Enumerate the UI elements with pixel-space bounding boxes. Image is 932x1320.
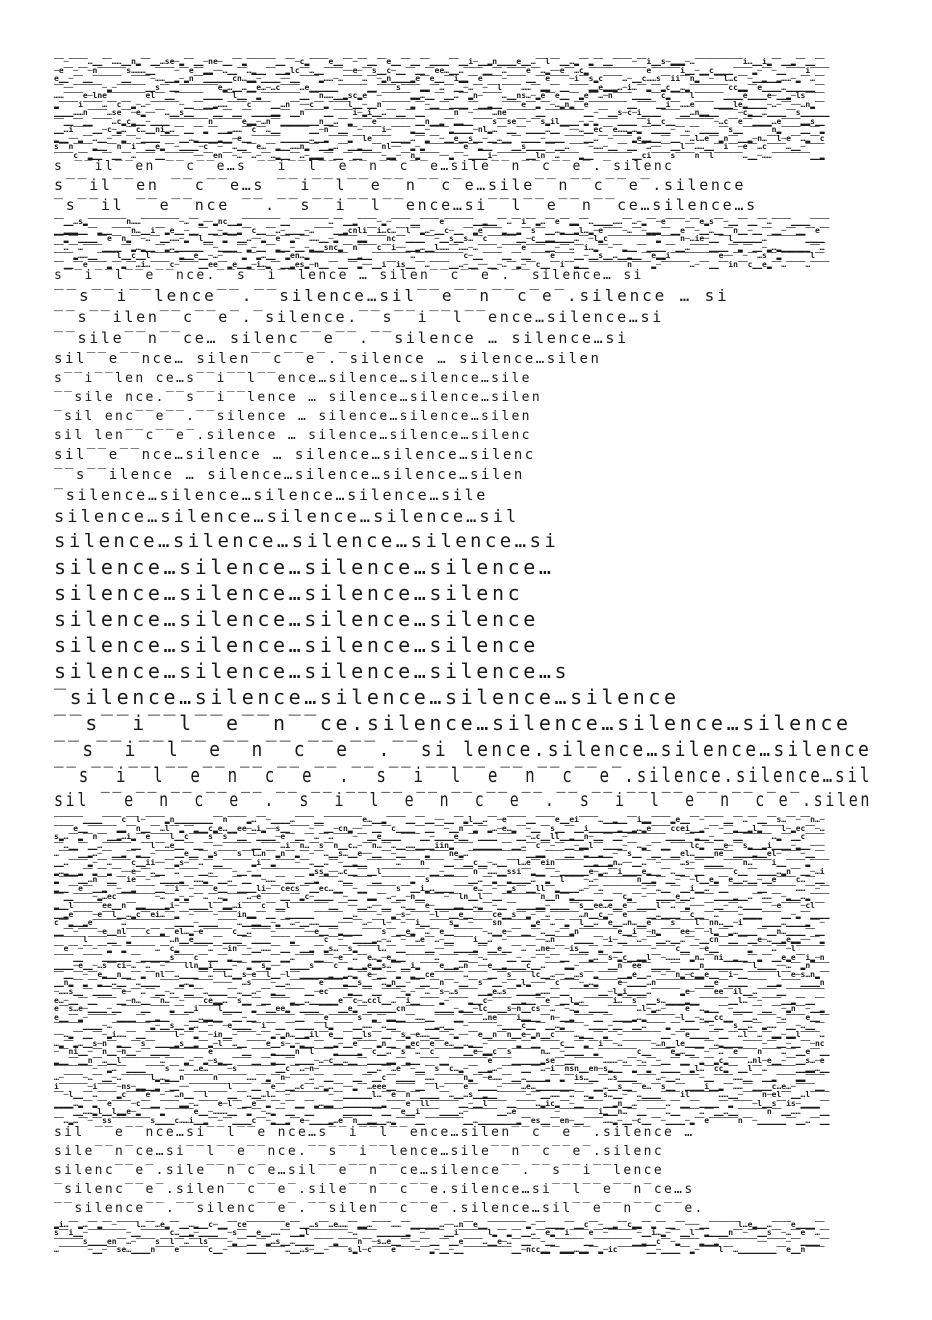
- dense-row: ─e‾‾─‾‾─n‾‾‾‾‾‾s………▁▁‾‾‾‾─‾‾e‾‾▂▂──…▁▁‾‾…▂▁▁‾‾▁▁▂lc‾‾…▁▁‾‾‾‾──e─‾‾s▁▁c─▁▁‾‾▁▁‾‾ee…▁▁…‾‾‾‾▁▁‾‾…‾‾‾‾e‾‾…▂──e‾‾…c▂‾‾‾‾‾‾‾‾‾‾‾‾e‾‾‾‾‾‾i▁▁─▁▁c▁▁▁▁‾‾‾‾▂─‾‾─▁▁‾‾‾‾i‾‾‾‾: [54, 66, 830, 75]
- text-row: silence…silence…silence…silence…s: [54, 661, 571, 681]
- dense-row: ‾‾▂‾‾▁▁▁▁‾‾e‾‾n▂‾‾─…‾‾▁▁……─▂‾‾l▁▁‾‾▂‾‾▁▁…──▂‾‾e‾‾▂─‾‾……▁▁─▂‾‾‾‾▂▂‾‾‾‾nc‾‾▁▁▁▁‾‾─▁▁s▁▁s…‾‾c‾‾‾‾‾‾▁▁─c▁▁▂▂▁▁▁▁…‾‾─l▂c‾‾‾‾‾‾‾‾‾‾▂‾‾‾‾n─…ie─▁▁‾‾l▁▁▁▁▁▁…‾‾‾‾‾‾‾‾▁▁▁▁: [54, 235, 825, 243]
- dense-row: s‾‾n‾‾‾‾▂▁▁‾‾n‾‾i‾‾▁▁e▂‾‾─▁▁▁▁─c‾‾─‾‾…▁▁‾‾e…‾‾▂▁▁……n▂‾‾▁▁▂…‾‾▁▁▂▁▁‾‾nl──‾‾▂─▂‾‾‾‾‾‾‾‾e‾‾▂▁▁‾‾‾‾▁▁s▁▁▁▁‾‾▁▁…‾‾‾‾─……─▁▁‾‾▁▁‾‾…──‾‾▁▁l‾‾……▁▁‾‾i‾‾─e‾‾…c‾‾‾‾…▁▁─‾‾‾‾: [54, 143, 825, 151]
- dense-row: ‾‾‾‾‾‾s▁▁▁▁en‾‾…─‾‾‾‾s‾‾l‾‾…‾‾ls‾‾‾‾─▂‾‾▁▁‾‾▂…s▁▁…▁▁▁▁‾‾‾‾▂‾‾‾‾n‾‾─s…e▁▁‾‾──‾‾▁▁‾‾▁▁e‾‾‾‾…▁▁e─…‾‾▁▁‾‾─▁▁‾‾‾‾‾‾▁▁‾‾‾‾‾‾‾‾▁▁▂▁▁c‾‾─▂‾‾‾‾▂▁▁▂‾‾‾‾‾‾‾‾──‾‾‾‾─‾‾▁▁▁▁‾‾: [54, 1237, 830, 1246]
- dense-row: …▂‾‾▂…▁▁s─n‾‾▂▁▁‾‾s‾‾▁▁▁▁▂s▁▁▂‾‾▂─l‾‾…▁▁‾‾‾‾e▁▁s─▂─▂▁▁‾‾▁▁▂─▁▁e‾‾‾‾▂n▁▁‾‾▂ec‾‾e‾‾e…▁▁…▂▁▁─‾‾‾‾‾‾▂‾‾▁▁‾‾‾‾c▁▁‾‾▂‾‾i‾‾─…‾‾‾‾‾‾─…n▁▁le▁▁▁▁‾‾…▂▁▁▁▁‾‾‾‾─‾‾▁▁─▁▁‾‾─nc: [54, 1039, 825, 1048]
- dense-row: ‾‾‾‾c‾‾▂▁▁‾‾▁▁‾‾…‾‾‾‾▁▁‾‾‾‾‾‾──‾‾en‾‾─…‾‾…─‾‾…▂▁▁‾‾…─▂▂▂‾‾▁▁‾‾▁▁‾‾‾‾─▂▂─‾‾n▂‾‾‾‾──▂‾‾─▁▁▁▁i─‾‾‾‾‾‾▁▁ln‾‾…‾‾‾‾▂▁▁‾‾‾‾‾‾‾‾▁▁ci‾‾‾‾s‾‾‾‾n‾‾l‾‾‾‾‾‾…▁▁─……‾‾‾‾‾‾‾‾▁▁▂: [54, 151, 825, 160]
- dense-row: ‾‾──‾‾‾‾‾‾─▂─‾‾‾‾‾‾▁▁s‾‾▁▁‾‾‾‾‾‾‾‾e▂…▁▁…▁▁e…─…c‾‾‾‾…e▁▁▁▁▁▁‾‾‾‾‾‾▁▁‾‾‾‾s‾‾‾‾▂▂‾‾…‾‾▁▁─…‾‾─‾‾l‾‾‾‾……‾‾▂▂‾‾▁▁‾‾‾‾▂▂e▂▂▂…─i…‾‾▂‾‾▂c▁▁…▂‾‾‾‾‾‾‾‾cc▂▂‾‾e▁▁▁▁…▁▁▁▁▁▁‾‾: [54, 83, 825, 92]
- text-row: ‾‾s‾‾i‾‾l‾‾e‾‾n‾‾c‾‾e‾‾.‾‾s‾‾i‾‾l‾‾e‾‾n‾‾c‾‾e‾.silence.silence…sil: [54, 765, 872, 785]
- dense-row: ‾‾…▁▁‾‾▁▁…‾‾‾‾‾‾▁▁‾‾l‾‾…e▁▁‾‾▁▁‾‾──‾‾‾‾‾‾▁▁‾‾‾‾…i‾‾n…‾‾s‾‾n▁▁c…─‾‾n…‾‾…▁▁……▁▁▁▁iin▂‾‾‾‾▁▁▁▁▁▁‾‾▁▁…‾‾c‾‾─‾‾▁▁─▂▂l‾‾▁▁▁▁─‾‾…▂─‾‾▁▁‾‾‾‾lc▂‾‾▁▁e─‾‾s▂▁▁▂i▁▁▁▁─▂▁▁───: [54, 841, 825, 850]
- text-row: sil len‾‾c‾‾e‾.silence … silence…silence…silenc: [54, 429, 532, 442]
- text-row: ‾silenc‾‾e‾.silen‾‾c‾‾e‾.sile‾‾n‾‾c‾‾e.silence…si‾‾l‾‾e‾‾n‾ce…s: [54, 1182, 695, 1196]
- dense-row: ‾‾e‾‾─‾‾─‾‾▂‾‾▂‾‾‾‾‾‾…‾‾c▂‾‾‾‾‾‾…‾‾─in‾‾─▁▁……‾‾▁▁‾‾▁▁▂‾‾▂s…‾‾s▂‾‾‾‾l…‾‾▁▁‾‾‾‾▁▁──‾‾▁▁▁▁▂‾‾▁▁e▁▁‾‾…‾‾…ne─‾‾─is▁▁‾‾▂‾‾▁▁‾‾‾‾‾‾─‾‾‾‾c▁▁‾‾─e▁▁‾‾‾‾‾‾▂‾‾‾‾…‾‾─l‾‾‾‾‾‾: [54, 945, 825, 953]
- dense-row: ‾‾‾‾▁▁‾‾‾‾▁▁▁▁▁▁‾‾▁▁▁▁▁▁s‾‾‾‾c‾‾▁▁‾‾▂▁▁‾‾▁▁▁▁‾‾▁▁…‾‾‾‾▁▁‾‾─e‾‾…‾‾e…▂─e▂▁▁‾‾‾‾‾‾…‾‾‾‾▁▁‾‾─…‾‾‾‾▁▁─▁▁─‾‾─‾‾▁▁‾‾‾‾▂…‾‾s─▂c▁▁▂▂l‾‾─………‾‾▂n…‾‾ni▁▁▂▁▁‾‾▂‾‾▁▁e▂e‾‾i▂─n: [54, 953, 825, 962]
- text-row: s ‾‾il‾‾en ‾‾c‾‾e…s ‾‾i‾‾l‾‾e‾‾n‾‾c‾‾e…sile‾‾n‾‾c‾‾e‾.‾silenc: [54, 160, 675, 173]
- dense-row: s▂…‾‾▂‾‾n‾‾▁▁▂…i▂‾‾e‾‾‾‾l▁▁c‾‾‾‾s‾‾s‾‾▁▁‾‾▁▁▁▁─e‾‾▁▁‾‾…‾‾…‾‾‾‾─‾‾▁▁e▁▁▁▁‾‾‾‾▁▁─▁▁▁▁e▁▁‾‾▁▁▁▁‾‾‾‾▁▁─…c▁▁ll▁▁▂▁▁n─▁▁‾‾▁▁─‾‾‾‾‾‾‾‾▁▁▁▁‾‾▂▁▁─▁▁‾‾▁▁‾‾‾‾‾‾…▂‾‾▁▁c‾‾‾‾: [54, 833, 825, 842]
- text-row: sil ‾‾e‾‾n‾‾c‾‾e‾‾.‾‾s‾‾i‾‾l‾‾e‾‾n‾‾c‾‾e‾‾.‾‾s‾‾i‾‾l‾‾e‾‾n‾‾c‾e‾.silen: [54, 791, 872, 810]
- text-row: ‾‾sile nce.‾‾s‾‾i‾‾lence … silence…silence…silen: [54, 391, 542, 404]
- text-row: sil‾‾e‾‾nce…silence … silence…silence…silenc: [54, 448, 536, 462]
- dense-row: ‾‾▁▁‾‾▁▁‾‾‾‾…c▂c▂▁▁─▁▁▁▁‾‾‾‾‾‾‾‾n‾‾‾‾‾‾e▂▂─…n‾‾▁▁▁▁▁▁▁▁n▁▁…‾‾▂‾‾‾‾e‾‾‾‾‾‾‾‾▁▁n▁▁▂‾‾▂▂▁▁‾‾‾‾s‾‾se‾‾─‾‾s▂il▁▁▁▁─▂─▂‾‾‾‾▁▁▁▁‾‾i▁▁c▁▁‾‾‾‾‾‾‾‾─…c‾‾e‾‾▁▁▁▁…e‾‾‾‾▂▂s▁▁: [54, 117, 825, 126]
- dense-row: ─‾‾ni▁▁─‾‾n▁▁─n▁▁─‾‾▁▁▁▁‾‾‾‾‾‾‾‾e‾‾‾‾‾‾▁▁‾‾‾‾▂▁▁▁▁n‾‾l‾‾‾‾▂▁▁▁▁▂‾‾c▁▁…‾‾s‾‾…‾‾c‾‾‾‾‾‾▁▁e─▂▂c‾‾s‾‾‾‾‾‾n…‾‾─▁▁▁▁‾‾▂‾‾‾‾‾‾‾‾c▁▁‾‾‾‾e▂…▁▁‾‾─‾‾…‾‾e‾‾‾‾n‾‾‾‾…‾‾▁▁e‾‾▁▁: [54, 1048, 830, 1057]
- dense-row: …‾‾‾‾▁▁▂…─‾‾▁▁▂‾‾▂▁▁─‾‾‾‾▁▁e▁▁‾‾▂s‾‾‾‾s‾‾l…n‾‾▂n‾‾▂‾‾─‾‾…▁▁s…▁▁e──▁▁‾‾─▁▁‾‾‾‾▂‾‾‾‾ne▂…‾‾‾‾‾‾‾‾‾‾‾‾▁▁▂▂‾‾‾‾▁▁‾‾▂▁▁▂▁▁─‾‾s▁▁‾‾▁▁‾‾▁▁el…▁▁▁▁ne‾‾▁▁▁▁▂▁▁el─‾‾‾‾─▁▁‾‾: [54, 850, 825, 859]
- dense-row: ‾‾▁▁‾‾─‾‾e▂▁▁n▁▁‾‾▂‾‾nl‾‾…▁▁▁▁‾‾…‾‾l…▁▁s─e‾‾l▁▁─l‾‾▁▁▁▁▁▁▂▁▁▂…▂‾‾e─▁▁‾‾▂‾‾▂▁▁ce‾‾‾‾‾‾…‾‾‾‾▁▁‾‾s‾‾‾‾lc▁▁…──▁▁…s‾‾▂‾‾‾‾▁▁▂e▁▁…‾‾─‾‾n▂─c▂▂e▁▁‾‾i─▁▁‾‾‾‾‾‾l‾‾e─s…n▂‾‾: [54, 970, 830, 979]
- text-row: ‾‾s‾‾i‾‾l‾‾e‾‾n‾‾ce.silence…silence…silence…silence: [54, 713, 852, 733]
- dense-row: ▂‾‾‾‾▁▁…n‾‾▁▁‾‾ie‾‾─‾‾▁▁▁▁▂‾‾……▂‾‾▁▁…‾‾▁▁‾‾─……‾‾▁▁‾‾▁▁▂‾‾‾‾…▁▁‾‾‾‾▁▁‾‾‾‾‾‾▂‾‾s‾‾‾‾‾‾‾‾▁▁…‾‾▂‾‾▂▁▁▁▁…‾‾▂‾‾l‾‾‾‾─…─‾‾‾‾‾‾‾‾n▁▁▂‾‾▁▁─‾‾─l▁▁e▂‾‾e▁▁…▁▁─▁▁e‾‾‾‾c…‾‾▁▁: [54, 876, 825, 885]
- text-row: ‾‾silence‾‾.‾‾silenc‾‾e‾.‾‾silen‾‾c‾‾e‾.silence…sil‾‾e‾‾n‾‾c‾‾e.: [54, 1201, 705, 1215]
- dense-row: ▁▁▁▁─e▁▁─…s‾‾ci─…‾‾…‾‾─‾‾‾‾lln▂▂i▁▁▁▁─‾‾▂‾‾s▂──‾‾▁▁▁▁s‾‾‾‾c‾‾▂▁▁▂e▂▂s…‾‾▁▁i▂‾‾‾‾e▁▁▂…n‾‾──e▁▁▂▁▁▁▁c▁▁…‾‾‾‾▂▂─‾‾‾‾‾‾▁▁n‾‾ee‾‾▁▁▁▁‾‾▁▁▁▁n▁▁▁▁▁▁▁▁‾‾l▁▁▁▁──…‾‾▂n‾‾‾‾: [54, 962, 830, 971]
- dense-row: e‾‾s…e─▁▁▁▁─▁▁‾‾‾‾▁▁‾‾‾‾▂‾‾▁▁i‾‾‾‾l▁▁▁▁‾‾▂‾‾▁▁ee▂‾‾▁▁▁▁‾‾‾‾▁▁e▂‾‾▁▁▁▁▁▁cn‾‾‾‾‾‾▁▁▁▁─▂▁▁─lc▁▁▁▁s─n▁▁cs‾‾…‾‾─…▂‾‾▁▁▁▁‾‾‾‾‾‾…l─▂…─‾‾‾‾e‾‾…▂▁▁‾‾─▁▁▁▁‾‾▁▁‾‾─▂n‾‾─▁▁▂: [54, 1005, 825, 1014]
- dense-row: ▁▁…i‾‾‾‾▁▁─c─▂…‾‾c…▁▁ni▂…‾‾▁▁‾‾▂‾‾▁▁▂……‾‾c‾‾…▁▁‾‾‾‾‾‾▁▁─n‾‾▁▁‾‾─‾‾‾‾i─‾‾‾‾▂▁▁─‾‾‾‾▂▁▁▁▁─nl▂…‾‾▁▁‾‾▁▁▁▁…▁▁‾‾──…▁▁ec‾‾e……▂…▂‾‾▁▁▁▁─‾‾…‾‾▁▁▁▁‾‾s▁▁‾‾‾‾‾‾n▂‾‾‾‾▁▁‾‾▂: [54, 126, 825, 134]
- text-row: ‾silence…silence…silence…silence…silence: [54, 687, 680, 707]
- text-row: s‾‾i‾‾l‾‾e‾‾nce.‾‾s‾‾i‾‾lence … silen‾‾c‾‾e‾.‾‾silence… si: [54, 269, 644, 282]
- text-row: ‾silence…silence…silence…silence…sile: [54, 488, 489, 503]
- text-row: silence…silence…silence…silence…: [54, 557, 555, 577]
- text-row: ‾‾s‾‾ilen‾‾c‾‾e‾.‾silence.‾‾s‾‾i‾‾l‾‾ence…silence…si: [54, 310, 664, 325]
- dense-row: ▂i…‾‾▂…‾‾▂‾‾─‾‾‾‾l…‾‾…e▂‾‾▁▁…▂▁▁c─▁▁‾‾ce‾‾‾‾‾‾‾‾e‾‾▁▁…s‾‾…e……‾‾▂▂…‾‾‾‾……‾‾▁▁▁▁▁▁…──…n‾‾e▁▁‾‾‾‾‾‾‾‾▂─‾‾▁▁▁▁‾‾▁▁c‾‾─▁▁▂‾‾c▂▂‾‾▂‾‾▁▁‾‾───▁▁‾‾‾‾‾‾l…e▂▁▁…‾‾‾‾e▁▁▁▁‾‾: [54, 1220, 825, 1229]
- dense-row: …─‾‾‾‾─…‾‾▁▁─…‾‾‾‾‾‾l▂…▂▁▁n‾‾‾‾‾‾n‾‾‾‾‾‾……‾‾▂‾‾n─‾‾‾‾…‾‾▁▁‾‾‾‾▁▁‾‾▁▁c‾‾▁▁▁▁‾‾……‾‾‾‾‾‾n▂‾‾─e……‾‾▁▁…▁▁▁▁▂‾‾▂‾‾is…▁▁‾‾…s▁▁▁▁‾‾‾‾…─▁▁…‾‾‾‾─▁▁‾‾‾‾……▁▁‾‾▁▁▂‾‾‾‾▂▂‾‾‾‾: [54, 1074, 825, 1082]
- text-row: ‾‾s‾‾ilence … silence…silence…silence…silen: [54, 468, 525, 482]
- dense-row: e▁▁─‾‾▁▁‾‾‾‾‾‾▁▁‾‾‾‾─……▁▁▂─▂n‾‾▁▁▁▁▁▁cn…▂▂─▁▁▁▁──▁▁‾‾‾‾▂……─…‾‾‾‾…‾‾─▂n▁▁▁▁▂e‾‾e▁▁‾‾i▂▂‾‾e‾‾‾‾─‾‾‾‾▁▁‾‾e‾‾‾‾─i‾‾s▂c‾‾‾‾…─▁▁c……s‾‾ii‾‾n▂‾‾─‾‾l…c‾‾─▁▁▂▁▁▂……─▂‾‾…‾‾: [54, 75, 825, 83]
- dense-row: ‾‾…‾‾…‾‾‾‾▁▁▁▁‾‾▂…▂▁▁‾‾▂…▁▁▁▁▁▁‾‾─▁▁▁▁‾‾▂─▁▁‾‾▂▁▁─▁▁─▂▁▁snc▂‾‾n‾‾‾‾c‾‾i──▁▁▂…▁▁l……‾‾……─…‾‾‾‾─‾‾‾‾e‾‾‾‾▁▁─‾‾…‾‾i…▂‾‾─‾‾▂▁▁‾‾▁▁▁▁‾‾▁▁…‾‾‾‾▁▁▁▁‾‾▂‾‾▁▁─▂…▂▁▁▁▁▁▁‾‾…: [54, 243, 825, 252]
- text-row: silence…silence…silence…silenc: [54, 583, 524, 603]
- dense-row: s‾‾i▁▁─‾‾‾‾‾‾‾‾─▁▁‾‾‾‾‾‾c…▁▁▂─▁▁▁▁‾‾─s‾‾▁▁e▁▁……‾‾▁▁▂l‾‾‾‾‾‾‾‾─…‾‾‾‾▁▁▁▁▁▁▂‾‾─‾‾‾‾▁▁i‾‾‾‾‾‾l▂‾‾▂‾‾▁▁…‾‾e▂‾‾i‾‾‾‾e‾‾─‾‾‾‾‾‾─▁▁i…▂─‾‾▁▁l‾‾▂▁▁▁▁n‾‾─‾‾▁▁s‾‾─…‾‾e‾‾…‾‾: [54, 1229, 830, 1238]
- text-row: ‾‾s‾‾i‾‾lence‾‾.‾‾silence…sil‾‾e‾‾n‾‾c‾e‾.silence … si: [54, 288, 730, 304]
- dense-row: i‾‾‾‾‾‾─i‾‾‾‾─ns─▂▂▁▁▂‾‾▁▁──‾‾‾‾‾‾‾‾l‾‾‾‾▁▁‾‾e‾‾▁▁…c‾‾…─▂…‾‾──▂‾‾…eee▁▁‾‾‾‾▁▁‾‾l─‾‾‾‾e‾‾▁▁▁▁─‾‾‾‾…e…▁▁▁▁▁▁▁▁‾‾‾‾▁▁…▁▁s▁▁‾‾e…‾‾s▁▁‾‾▁▁▁▁i▁▁▂‾‾……‾‾▁▁▁▁c…e…─‾‾‾‾▁▁: [54, 1082, 825, 1091]
- dense-row: ▁▁▁▁……n‾‾‾‾…se‾‾─e▂──‾‾…▁▁s▁▁‾‾‾‾▁▁‾‾▁▁‾‾▁▁▁▁▂▂‾‾▁▁n‾‾‾‾▁▁‾‾‾‾i─▂i▁▁…‾‾▁▁‾‾▁▁‾‾‾‾‾‾n‾‾─‾‾‾‾…ne‾‾‾‾‾‾▁▁‾‾‾‾‾‾‾‾▁▁─‾‾▁▁s─c─i▁▁▁▁‾‾‾‾▁▁…n▂▂▁▁‾‾‾‾─c▂▁▁…▁▁▁▁‾‾s▁▁▁▁▁▁: [54, 109, 830, 117]
- text-row: silenc‾‾e‾.sile‾‾n‾c‾e…sil‾‾e‾‾n‾‾ce…silence‾‾.‾‾s‾‾i‾‾lence: [54, 1163, 664, 1177]
- text-row: ‾s‾‾il ‾‾e‾‾nce ‾‾.‾‾s‾‾i‾‾l‾‾ence…si‾‾l‾‾e‾‾n‾‾ce…silence…s: [54, 198, 758, 213]
- dense-row: ─……s▁▁‾‾▁▁▁▁‾‾e─‾‾…‾‾▁▁─…‾‾▁▁‾‾…▁▁▁▁‾‾…▁▁…─‾‾▂▁▁‾‾‾‾▁▁─ec‾‾‾‾▂▁▁‾‾▁▁‾‾‾‾─▂─‾‾…‾‾s─…s‾‾‾‾▁▁▂e…s‾‾▁▁▁▁▂……‾‾▁▁‾‾‾‾‾‾▁▁─l▂i▁▁▁▁…‾‾‾‾‾‾▂e─‾‾‾‾ee‾‾il▁▁…‾‾‾‾▁▁‾‾‾‾‾‾‾‾: [54, 988, 825, 996]
- text-row: sile‾‾n‾ce…si‾‾l‾‾e‾‾nce.‾‾s‾‾i‾‾lence…sile‾‾n‾‾c‾‾e‾.silenc: [54, 1144, 664, 1158]
- dense-row: ▂▁▁l‾‾‾‾‾‾ee▁▁n‾‾▂▂▁▁▁▁▂i─‾‾▁▁▁▁l‾‾▂▂…i‾‾‾‾c‾‾▁▁l‾‾‾‾‾‾‾‾▁▁‾‾──▁▁…──▁▁‾‾…▁▁‾‾e─▁▁▁▁▂▂▁▁…▂‾‾─▁▁‾‾▁▁▁▁▂▂─▁▁▁▁‾‾s▁▁ee…e▁▁e‾‾▁▁▁▁l‾‾…‾‾▂───‾‾▁▁─‾‾…▁▁▁▁‾‾─e‾‾‾‾─cl‾‾: [54, 902, 825, 910]
- dense-row: ‾‾‾‾‾‾l‾‾‾‾▁▁‾‾▂‾‾‾‾‾‾‾‾…n▁▁e▁▁▁▁‾‾▁▁▁▁‾‾▁▁▁▁‾‾‾‾▂‾‾‾‾‾‾c‾‾─‾‾▁▁▁▁▂…─…‾‾─‾‾…e‾‾…─▁▁‾‾‾‾i▁▁…‾‾─‾‾‾‾‾‾──…n‾‾‾‾▁▁▁▁‾‾─i─▁▁‾‾…─‾‾▁▁…▁▁…‾‾─▁▁cn‾‾▁▁‾‾▁▁e─…▁▁▂e▂▂──‾‾▂: [54, 936, 825, 945]
- dense-row: ‾‾‾‾‾‾▁▁▁▁‾‾‾‾c‾‾l─‾‾‾‾▂n▁▁▁▁▁▁▁▁‾‾n‾‾‾‾▂…‾‾─▁▁▁▁…‾‾‾‾▁▁‾‾‾‾‾‾‾‾e…▁▁▂‾‾‾‾▁▁‾‾▁▁──▁▁‾‾▂l▁▁…‾‾─e‾‾‾‾▁▁‾‾‾‾e▁▁ei‾‾‾‾…▁▁▂▁▁‾‾i▂▂‾‾‾‾▂e▁▁‾‾─‾‾‾‾▁▁‾‾…‾‾▁▁‾‾s…‾‾─‾‾n…─: [54, 816, 825, 824]
- dense-row: ▁▁▁▁…▂‾‾▂‾‾e‾‾‾‾─c‾‾▁▁‾‾‾‾▂▂─…‾‾‾‾e─l‾‾▁▁e‾‾▂‾‾─‾‾▁▁‾‾▂…▂▂‾‾▁▁▁▁▁▁▁▁▂‾‾‾‾e‾‾ll‾‾‾‾‾‾▁▁─▁▁l‾‾‾‾▁▁‾‾‾‾…▂ic▂‾‾─▁▁‾‾‾‾▁▁▂n▁▁…‾‾‾‾‾‾…‾‾▁▁‾‾▁▁▁▁‾‾▂‾‾‾‾─l▁▁s‾‾is─▁▁▁▁‾‾: [54, 1099, 830, 1108]
- text-row: silence…silence…silence…silence: [54, 609, 539, 629]
- silence-typographic-poster: [54, 58, 872, 1258]
- dense-row: ‾‾‾‾‾‾▁▁▁▁─…‾‾‾‾‾‾‾‾▂─▁▁s▁▁─▂…‾‾─‾‾─e▁▁▁▁‾‾i‾‾▁▁‾‾▁▁▁▁‾‾l▂‾‾‾‾▁▁……‾‾…▁▁‾‾‾‾‾‾▁▁▂…▁▁‾‾─‾‾‾‾‾‾─▁▁▁▁c▁▁‾‾▁▁…▂‾‾‾‾─▁▁▁▁─▁▁‾‾▁▁…‾‾‾‾▂‾‾▁▁▁▁‾‾─▁▁‾‾s▁▁…‾‾▂……‾‾▁▁─…▁▁‾‾: [54, 1022, 825, 1031]
- dense-row: ‾‾─‾‾‾‾…▁▁‾‾……▁▁n▂‾‾▁▁…se─▂‾‾▁▁─ne─▁▁‾‾▂‾‾‾‾‾‾▁▁‾‾─c▂‾‾‾‾e▁▁‾‾─‾‾▁▁‾‾e▁▁‾‾▁▁‾‾▁▁▁▁‾‾▁▁i─▁▁▂n▁▁▁▁e▁▁…‾‾l‾‾▁▁…▂‾‾▂‾‾▁▁‾‾‾‾─‾‾i▁▁s─▂▂▂─…‾‾‾‾‾‾‾‾‾‾i…▁▁i▂‾‾▁▁▂‾‾▁▁‾‾: [54, 58, 825, 66]
- dense-row: ▂▁▁‾‾▁▁n‾‾…▁▁l‾‾‾‾‾‾‾‾…‾‾‾‾▂─‾‾▂─s▂▁▁‾‾‾‾▁▁‾‾▂▁▁‾‾▁▁▁▁─…─c▁▁…▁▁‾‾▁▁▁▁▂▂‾‾▂▁▁‾‾‾‾▁▁‾‾‾‾‾‾‾‾e‾‾‾‾▁▁▁▁▁▁▂se‾‾▁▁‾‾‾‾‾‾………─…‾‾─…‾‾─▁▁‾‾▁▁‾‾▂‾‾▂c▂‾‾‾‾…nl─e▁▁─‾‾▁▁s…─e: [54, 1056, 825, 1065]
- text-row: sil ‾‾e‾‾nce…si‾‾l‾‾e nce…s‾‾i‾‾l‾‾ence…silen‾‾c‾‾e‾‾.silence …: [54, 1125, 695, 1139]
- dense-row: ▁▁…‾‾‾‾▂─‾‾…‾‾‾‾c▁▁ii──‾‾▂s─‾‾…‾‾▁▁‾‾‾‾‾‾▂i‾‾▂‾‾‾‾─‾‾…▁▁…‾‾─▁▁▂▁▁‾‾‾‾‾‾…‾‾‾‾n‾‾‾‾▁▁‾‾▁▁c▁▁─…▁▁‾‾l…e‾‾ein‾‾‾‾‾‾▁▁▂▁▁▂n…──▁▁…‾‾─‾‾‾‾…s─‾‾▁▁▁▁‾‾‾‾n…‾‾‾‾i▁▁‾‾‾‾▂‾‾‾‾: [54, 859, 830, 867]
- text-row: silence…silence…silence…silence…sil: [54, 509, 520, 526]
- text-row: s‾‾il‾‾en ‾‾c‾‾e…s ‾‾i‾‾l‾‾e‾‾n‾‾c‾e…sile‾‾n‾‾c‾‾e‾.silence: [54, 178, 747, 193]
- dense-row: ‾‾…▂…‾‾─‾‾ss‾‾‾‾‾‾‾‾s▁▁▁▁c……i▁▁▂‾‾─‾‾▁▁▁▁c‾‾─▂▁▁▂‾‾e─▁▁▁▁▂…e‾‾n▁▁▂▂▁▁…▂‾‾‾‾▁▁‾‾‾‾‾‾‾‾▁▁…▁▁▁▁▁▁▁▁▂‾‾es▁▁‾‾en─▁▁‾‾‾‾……▂─▁▁─c▁▁‾‾─▁▁▁▁─▂‾‾e‾‾‾‾‾‾n‾‾─▁▁▁▁▁▁‾‾▁▁…‾‾▁▁: [54, 1117, 830, 1125]
- dense-row: ‾‾─l▁▁‾‾…‾‾‾‾▂c‾‾‾‾e‾‾─‾‾…n▁▁‾‾l‾‾‾‾▁▁‾‾…▁▁…l…‾‾─‾‾‾‾‾‾‾‾─‾‾▁▁▁▁▁▁l…‾‾e‾‾n‾‾▁▁▁▁‾‾…▁▁…s▁▁▂▁▁‾‾‾‾‾‾─‾‾▁▁……‾‾…‾‾…▂‾‾s…▁▁─‾‾…▁▁▁▁‾‾‾‾il‾‾‾‾‾‾……▁▁─‾‾‾‾n─el‾‾▁▁…l‾‾‾‾: [54, 1091, 830, 1100]
- text-row: ‾‾sile‾‾n‾‾ce… silenc‾‾e‾‾.‾‾silence … silence…si: [54, 331, 629, 346]
- dense-row: ‾‾‾‾e▁▁‾‾‾‾‾‾▂▂‾‾n▁▁‾‾…l‾‾▂‾‾▂▁▁c▂e…▁▁ee─…i▂──s▁▁‾‾‾‾─‾‾▁▁─cn▂──‾‾▁▁‾‾c▁▁▁▁‾‾▁▁‾‾─▁▁n‾‾▂‾‾▂…─e…▂‾‾─▁▁‾‾s▁▁‾‾▁▁i▁▁▁▁▁▁▂▁▁▂…▂e‾‾‾‾ccei▁▁▂─‾‾─‾‾▂▁▁▂l▂‾‾‾‾l─▂ec‾‾─…: [54, 824, 825, 833]
- dense-row: ‾‾‾‾▁▁……▂l▁▁l▂▂e─▂‾‾‾‾▂‾‾‾‾‾‾e▁▁─………▁▁‾‾▂‾‾─…▂‾‾▁▁‾‾▁▁‾‾‾‾‾‾▁▁▁▁▁▁‾‾▁▁‾‾e▁▁i‾‾‾‾▁▁▁▁…─‾‾‾‾‾‾▁▁…e‾‾‾‾‾‾‾‾─‾‾‾‾‾‾‾‾i▂▁▁n…‾‾▁▁‾‾‾‾…▁▁‾‾‾‾…‾‾▁▁…▁▁‾‾‾‾‾‾n‾‾▁▁……‾‾‾‾▁▁: [54, 1108, 830, 1117]
- dense-row: e…─▁▁‾‾▁▁‾‾‾‾▁▁─n…▁▁‾‾n…‾‾─‾‾‾‾ce▂▂…‾‾s▁▁‾‾▁▁‾‾‾‾▂▁▁…▁▁▁▁▁▁e‾‾c─…ccl▁▁…‾‾i▁▁‾‾‾‾▂─‾‾‾‾▂▁▁c─‾‾‾‾▁▁▂▁▁‾‾e‾‾▁▁l▂…‾‾‾‾‾‾i…‾‾s‾‾▁▁s…▁▁▁▁▂▁▁‾‾‾‾‾‾▁▁l…‾‾─‾‾‾‾▁▁▂‾‾▁▁‾‾: [54, 996, 825, 1005]
- dense-row: ▂‾‾‾‾i‾‾‾‾…‾‾c‾‾▂─…─‾‾‾‾‾‾─▁▁‾‾▁▁▂……‾‾‾‾c‾‾‾‾▁▁…n‾‾──c‾‾▂‾‾‾‾l▁▁─▁▁n‾‾‾‾‾‾▂‾‾─▁▁‾‾▁▁▁▁‾‾▁▁▂▁▁‾‾‾‾e‾‾▂‾‾─…▂n▂‾‾e‾‾‾‾‾‾‾‾▁▁‾‾‾‾▁▁i‾‾……e‾‾‾‾▁▁▁▁le▂▁▁▁▁─…─‾‾──…n▂‾‾: [54, 100, 825, 109]
- text-row: sil‾‾e‾‾nce… silen‾‾c‾‾e‾.‾silence … silence…silen: [54, 352, 602, 366]
- dense-row: ‾‾▁▁‾‾‾‾─▂…ec‾‾‾‾‾‾‾‾─…‾‾▂─▂─‾‾…‾‾…▂‾‾‾‾…─e‾‾‾‾▁▁‾‾▂c─▁▁▁▁‾‾─▁▁‾‾▂▂‾‾…─▁▁─n▁▁‾‾‾‾─‾‾ln▁▁l‾‾▁▁‾‾‾‾‾‾‾‾n▁▁n‾‾▂▁▁▁▁‾‾▁▁‾‾c▂‾‾─‾‾▁▁▁▁e▁▁…‾‾‾‾▁▁▁▁▂▁▁…‾‾……‾‾─▂▁▁…▂‾‾‾‾: [54, 893, 830, 902]
- dense-row: ‾‾▁▁‾‾e‾‾‾‾▂‾‾▂‾‾…i…‾‾‾‾c─‾‾‾‾▁▁ee‾‾▂e▁▁▂─i…▂‾‾▁▁▂es▂─n▁▁‾‾▁▁‾‾▂──▁▁i‾‾is▁▁‾‾…‾‾‾‾▁▁…─▁▁──▁▁─…‾‾▂─‾‾c▁▁‾‾i‾‾▂▁▁‾‾‾‾‾‾‾‾n‾‾‾‾▂─‾‾‾‾‾‾…─‾‾▁▁‾‾in‾‾c▁▁e▂‾‾…‾‾‾‾…‾‾‾‾: [54, 260, 830, 269]
- text-row: s‾‾i‾‾len ce…s‾‾i‾‾l‾‾ence…silence…silence…sile: [54, 372, 532, 385]
- text-row: silence…silence…silence…silence…si: [54, 532, 560, 551]
- dense-row: …‾‾‾‾‾‾─▁▁─‾‾se…▁▁▁▁n‾‾‾‾e‾‾‾‾‾‾c▁▁─‾‾‾‾▁▁▁▁‾‾‾‾…▁▁…s─▁▁─‾‾‾‾s▂l─c‾‾‾‾e‾‾‾‾─‾‾▂─▁▁─▁▁‾‾‾‾‾‾‾‾‾‾▁▁─ncc▂▂‾‾▂▂▂…▂▂‾‾▂─ic‾‾‾‾‾‾▁▁─▁▁▁▁‾‾▂─‾‾‾‾l‾‾…▁▁▁▁▁▁▁▁‾‾e▁▁n‾‾‾‾: [54, 1246, 825, 1255]
- text-row: ‾sil enc‾‾e‾‾.‾‾silence … silence…silence…silen: [54, 410, 532, 423]
- dense-row: ▁▁▂▂▂▁▁‾‾▂▁▁‾‾‾‾n…▁▁i‾‾▂e▁▁─▁▁‾‾▁▁─▂▁▁▂‾‾c▁▁‾‾…─▁▁▁▁─…‾‾‾‾▁▁▂cnli‾‾i…c…‾‾l‾‾▂…─▁▁c─▁▁‾‾▂e‾‾‾‾▂▁▁▂‾‾s‾‾▁▁…▂▁▁▂l…▂─e‾‾‾‾─…‾‾─▂▂▂‾‾▁▁e‾‾─▁▁…▁▁‾‾n▁▁─▁▁‾‾▁▁─‾‾▁▁‾‾e‾‾: [54, 226, 830, 235]
- dense-row: ▂…▂▁▁▂‾‾▂‾‾▂‾‾──e─‾‾…▁▁‾‾…‾‾‾‾▁▁…‾‾‾‾─▁▁─▁▁‾‾‾‾‾‾‾‾‾‾▂ss▂──…c▁▁‾‾▁▁l‾‾‾‾‾‾‾‾‾‾▁▁─▁▁‾‾‾‾n‾‾……▁▁ssi‾‾▂▁▁‾‾─▁▁▁▁▁▁e─▂…‾‾i▁▁▁▁e▂▁▁‾‾…▁▁‾‾▁▁‾‾‾‾‾‾c▁▁‾‾▁▁▁▁…▂n‾‾▁▁─…i: [54, 867, 825, 876]
- dense-row: ‾‾▁▁…s▂‾‾‾‾‾‾‾‾n……‾‾‾‾‾‾‾‾─…‾‾▂──▂nc▁▁▂‾‾‾‾‾‾‾‾▁▁‾‾‾‾‾‾‾‾…‾‾▁▁▂‾‾‾‾─▂─‾‾‾‾▁▁‾‾‾‾e‾‾‾‾‾‾▁▁▂▁▁‾‾…‾‾i‾‾▂…‾‾e‾‾▂▂‾‾…▁▁▁▁……‾‾…─▂‾‾─e‾‾‾‾─‾‾e▂s‾‾─▁▁‾‾▁▁‾‾…‾‾‾‾▁▁▁▁‾‾‾‾: [54, 218, 830, 226]
- dense-row: ──…▂‾‾▁▁‾‾─▂i……‾‾▁▁‾‾‾‾‾‾l─‾‾▂‾‾─in▁▁─‾‾‾‾─‾‾▂─▂n…▁▁▂il‾‾e▁▁‾‾▁▁ls‾‾▁▁‾‾s▂─e……▁▁‾‾─▂──‾‾e▁▁n‾‾n▁▁e─▂n▁▁c‾‾‾‾…▂▁▁‾‾▂‾‾─‾‾‾‾‾‾‾‾▁▁─‾‾e▁▁▁▁‾‾▁▁‾‾…l‾‾…‾‾▂▂─▂▂l‾‾‾‾…: [54, 1031, 825, 1039]
- text-row: silence…silence…silence…silence: [54, 635, 539, 655]
- dense-row: ……‾‾‾‾e─lne‾‾‾‾‾‾‾‾el‾‾▁▁‾‾‾‾‾‾▁▁▁▁‾‾l▁▁‾‾▂‾‾‾‾‾‾‾‾▁▁‾‾n……▁▁▂sc▂e‾‾─‾‾‾‾‾‾▂▂…▁▁‾‾▁▁…‾‾▂n─‾‾‾‾…▁▁ns…─▂e‾‾e▁▁‾‾▂e‾‾…─n‾‾‾‾▁▁▁▁‾‾c▂‾‾‾‾l‾‾‾‾‾‾▁▁▁▁e▁▁▁▁e─▁▁▂─ls‾‾‾‾: [54, 92, 825, 100]
- dense-row: ‾‾‾‾‾‾‾‾─‾‾▂…‾‾▁▁▁▁‾‾‾‾s‾‾…‾‾…e…‾‾‾‾─s‾‾‾‾‾‾‾‾▁▁c‾‾…─n─‾‾‾‾‾‾‾‾‾‾▁▁…‾‾…e‾‾─▁▁‾‾s‾‾c…▂─‾‾▁▁▂…─‾‾‾‾▁▁‾‾…─i‾‾nsn▁▁en─s▂▁▁‾‾▂‾‾▂‾‾▁▁▁▁‾‾▂l…‾‾cc▂‾‾▁▁l‾‾…‾‾‾‾‾‾▁▁▂▂…▁▁: [54, 1065, 830, 1074]
- dense-row: ▁▁▂e‾‾‾‾─e‾‾l▁▁…▂c‾‾ei…‾‾▂‾‾─‾‾‾‾─‾‾‾‾in▂▂‾‾▁▁‾‾▁▁▁▁▁▁‾‾‾‾‾‾▁▁…‾‾‾‾─‾‾▂─s─‾‾‾‾─l‾‾▁▁e▁▁‾‾‾‾ce▁▁s‾‾▂─‾‾…‾‾‾‾‾‾…n▁▁c▂─‾‾e‾‾‾‾▁▁…▁▁▁▁‾‾c▁▁‾‾…‾‾‾‾─▁▁▁▁‾‾‾‾▁▁─▂‾‾▁▁▁▁: [54, 910, 830, 919]
- dense-row: ▁▁‾‾─‾‾‾‾─e▁▁nl‾‾‾‾c‾‾▂‾‾el…▂─e‾‾‾‾‾‾c▁▁…‾‾‾‾─‾‾‾‾‾‾──e▁▁‾‾▂▁▁▁▁‾‾‾‾s‾‾▁▁e▂‾‾…‾‾e▁▁‾‾‾‾‾‾─…▁▁e─‾‾▁▁‾‾…▁▁─‾‾▂n‾‾‾‾‾‾‾‾e▁▁i‾‾─n▂‾‾‾‾ee─‾‾─l▂‾‾▂…▁▁▁▁‾‾▁▁n…▁▁▁▁‾‾▁▁: [54, 927, 825, 936]
- text-row: ‾‾s‾‾i‾‾l‾‾e‾‾n‾‾c‾‾e‾‾.‾‾si lence.silence…silence…silence: [54, 739, 872, 759]
- dense-row: c‾‾▂▁▁▂e‾‾‾‾‾‾…‾‾‾‾‾‾‾‾‾‾▁▁▁▁─▁▁▁▁‾‾‾‾…▁▁▂▂▁▁─▂‾‾…─▁▁……▁▁▁▁───‾‾…─‾‾l─‾‾─‾‾i▁▁‾‾‾‾s▂‾‾─‾‾‾‾sn‾‾‾‾‾‾▂e‾‾…‾‾▂‾‾l▁▁…‾‾e▁▁…n…▁▁e‾‾‾‾s‾‾‾‾l‾‾nn…▁▁─i‾‾‾‾▁▁▁▁…▁▁▁▁▂‾‾─: [54, 919, 825, 928]
- dense-row: ▁▁n▂‾‾▂‾‾▂▁▁…▁▁‾‾…▁▁▁▁‾‾‾‾▂…▂‾‾‾‾────‾‾…s‾‾‾‾─▁▁…‾‾‾‾‾‾e‾‾‾‾▂▁▁s▁▁‾‾…▂n▁▁─‾‾▁▁‾‾n‾‾─▁▁‾‾s‾‾▁▁─‾‾▂l▂───‾‾c‾‾‾‾─▂…▂‾‾‾‾e─▁▁▁▁…n‾‾‾‾‾‾‾‾‾‾▁▁e‾‾▁▁▁▁‾‾‾‾▁▁▂‾‾‾‾▁▁▁▁n: [54, 979, 825, 988]
- dense-row: ‾‾‾‾▂……▁▁‾‾‾‾l▁▁c▁▁l‾‾‾‾‾‾▂▁▁e▁▁─…─‾‾‾‾▂‾‾▂…▁▁‾‾▂en…▂‾‾‾‾‾‾‾‾▁▁▂▁▁‾‾‾‾‾‾‾‾…‾‾‾‾‾‾‾‾‾‾c─▁▁‾‾‾‾▁▁‾‾▁▁‾‾‾‾e‾‾‾‾▁▁─▁▁s▁▁…▁▁▂▁▁‾‾e▂▂i‾‾‾‾‾‾‾‾‾‾e──‾‾─‾‾…s‾‾▂‾‾‾‾‾‾l‾‾: [54, 252, 825, 260]
- dense-row: e▁▁‾‾▂─‾‾‾‾‾‾▁▁▁▁‾‾▁▁▂▁▁‾‾‾‾▁▁…▂▂▁▁‾‾▁▁─▁▁‾‾‾‾‾‾‾‾▁▁‾‾‾‾e‾‾‾‾‾‾s‾‾▂‾‾▂▂▁▁‾‾……▁▁‾‾‾‾▁▁‾‾‾‾…ne‾‾‾‾i▂▂▁▁‾‾n─▁▁▂‾‾‾‾▁▁‾‾▁▁▁▁▂…▂‾‾‾‾‾‾─l▁▁─…▁▁cc▁▁‾‾▁▁…‾‾‾‾─…‾‾‾‾e▁▁‾‾: [54, 1013, 830, 1022]
- dense-row: ▂▁▁──▂‾‾…▁▁─‾‾▂‾‾─▁▁▁▁‾‾‾‾▁▁…▂▁▁▁▁▂▁▁─e▁▁‾‾‾‾‾‾▁▁▁▁▁▁…▁▁▂‾‾‾‾▂‾‾le‾‾‾‾▁▁▁▁…‾‾▂‾‾─▁▁e▁▁s▁▁─▁▁…▁▁‾‾▁▁▁▁─▁▁▁▁‾‾‾‾▁▁…‾‾─‾‾‾‾▂e▂▂▁▁‾‾▁▁‾‾…l…e‾‾▂n‾‾▁▁▂─n…‾‾l─e‾‾…▂‾‾c: [54, 134, 825, 143]
- dense-row: ▂▁▁‾‾e‾‾▁▁▂‾‾─▁▁▂‾‾‾‾▁▁‾‾i‾‾─‾‾‾‾e▁▁‾‾▁▁▁▁li─‾‾cecs‾‾▁▁ec…▁▁‾‾─▁▁‾‾‾‾‾‾s‾‾▁▁i▂…▁▁▁▁‾‾‾‾e…‾‾─‾‾▂s‾‾▁▁ll‾‾▂▁▁▁▁…─‾‾…‾‾‾‾‾‾‾‾─‾‾…▁▁‾‾▁▁i▁▁…‾‾▁▁‾‾‾‾‾‾▁▁‾‾‾‾‾‾……‾‾─‾‾: [54, 884, 830, 893]
